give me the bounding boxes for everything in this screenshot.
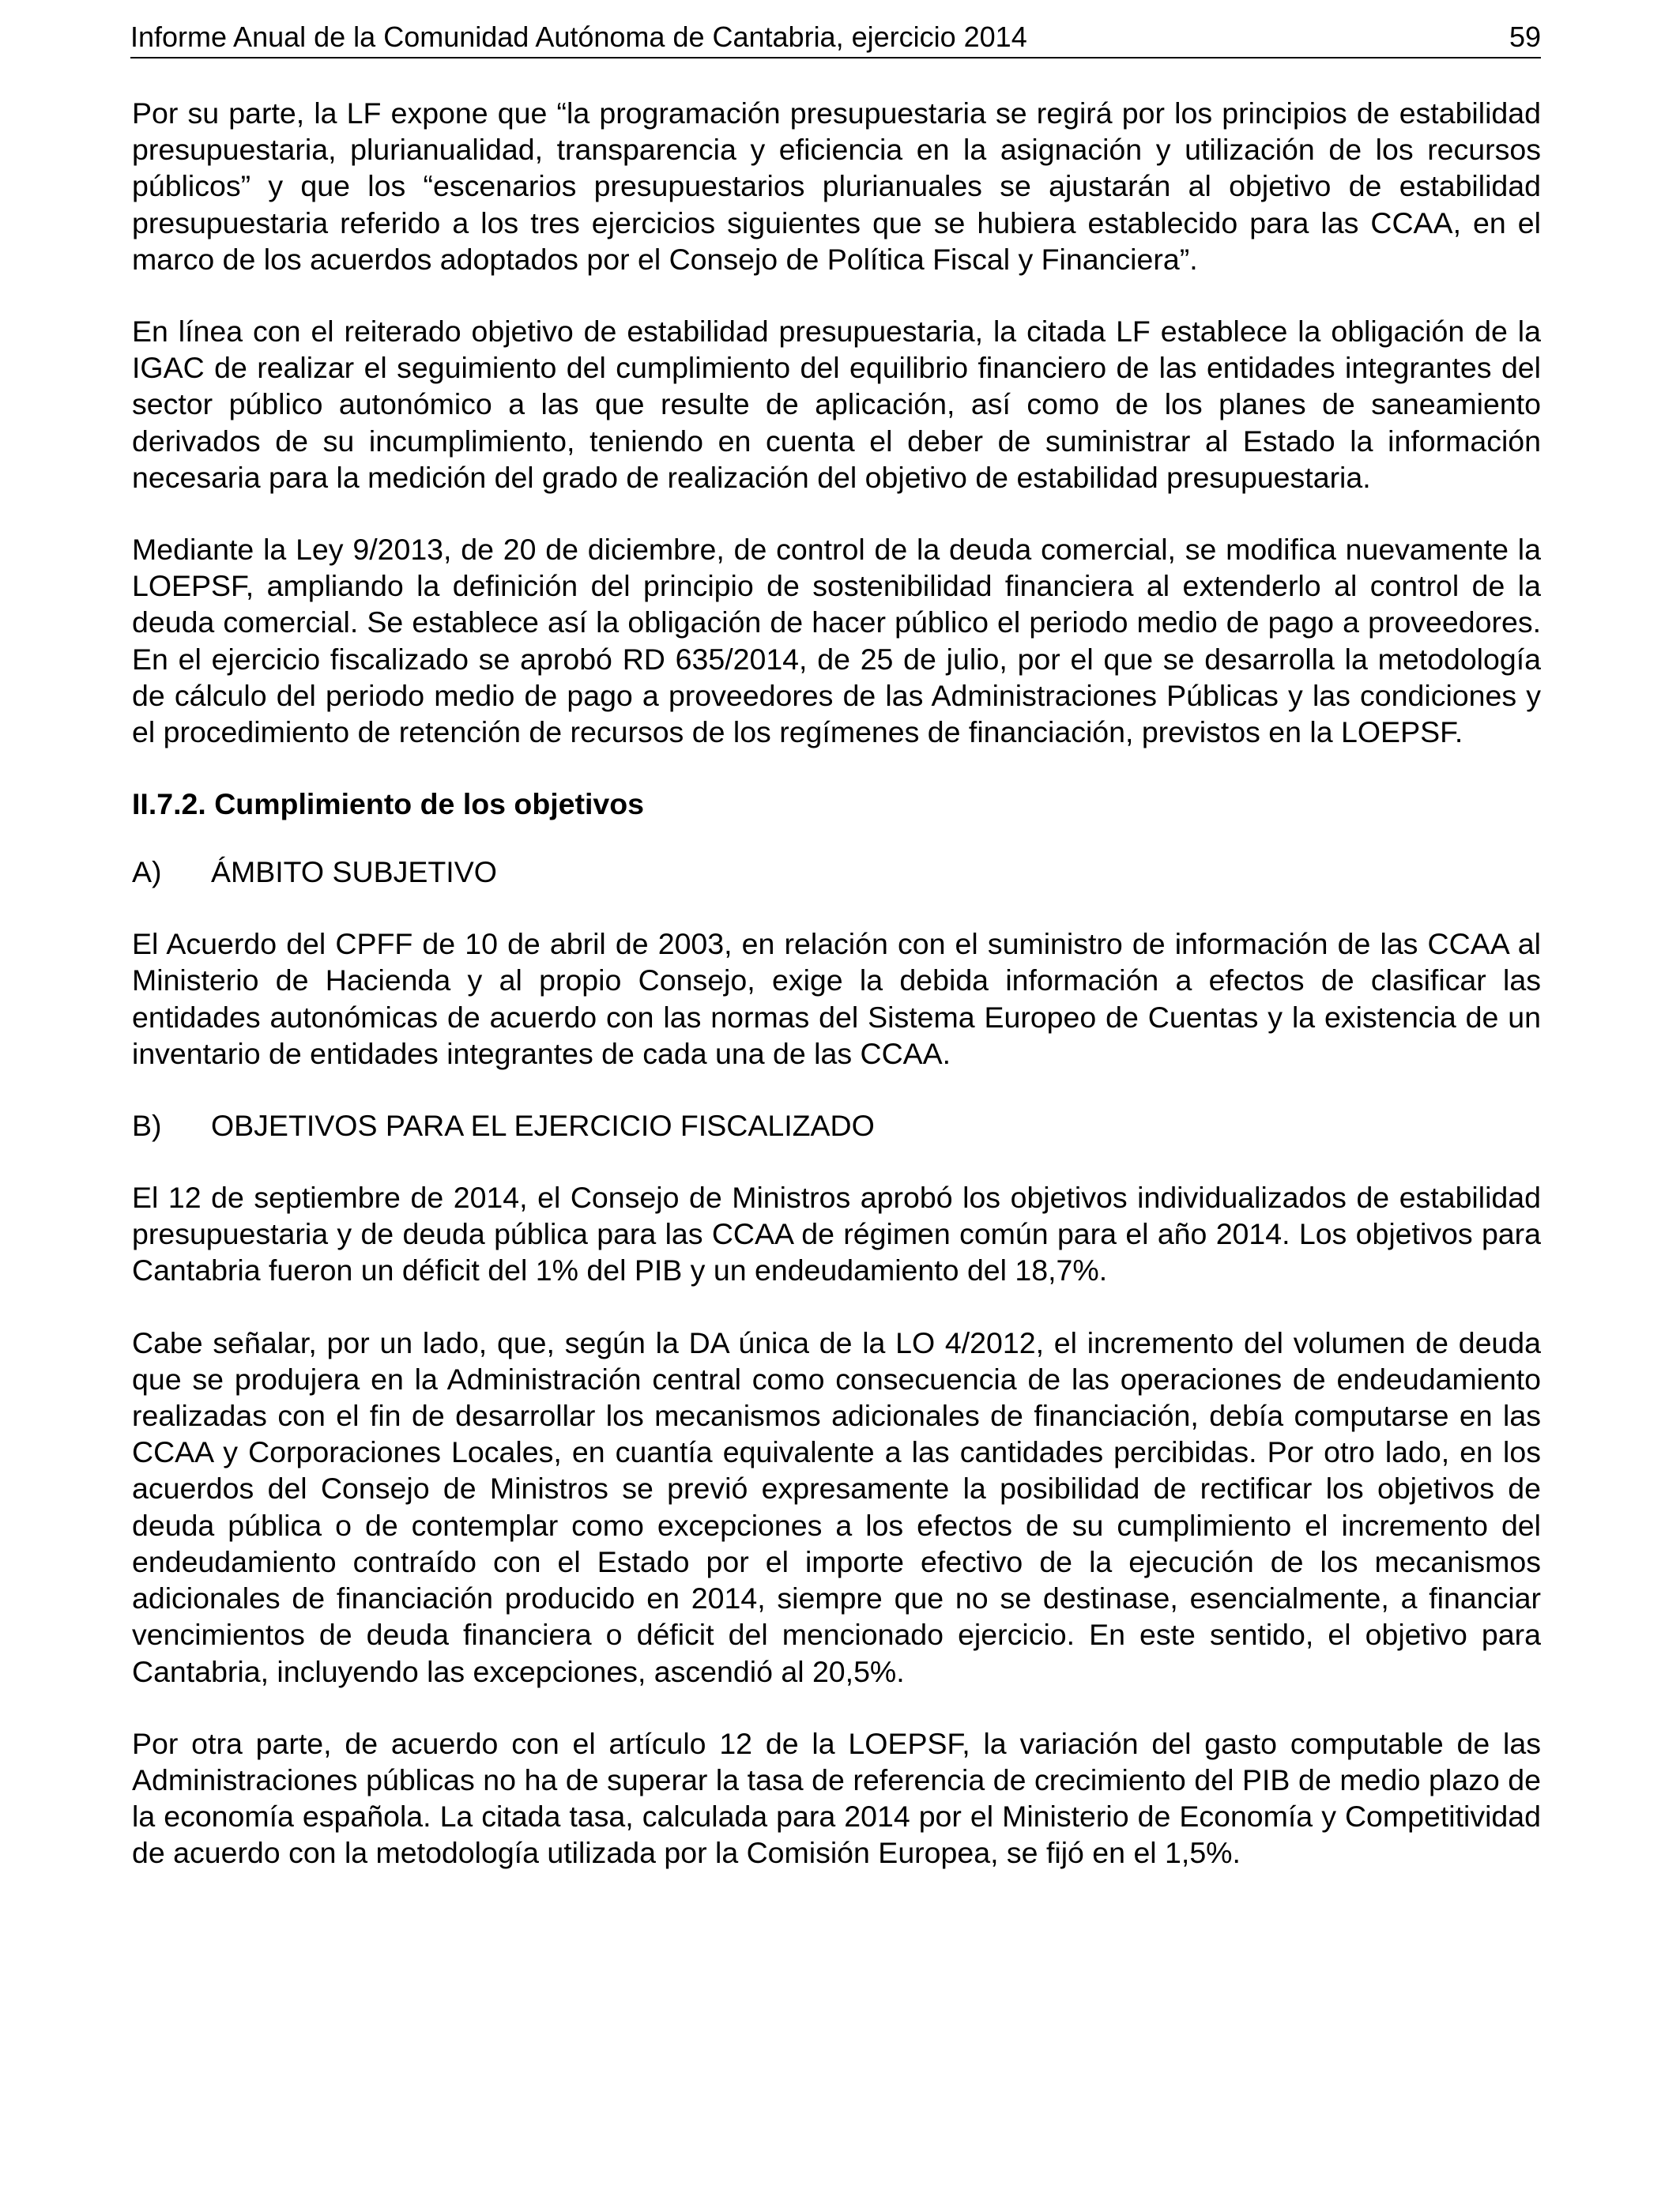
subsection-b-letter: B) (132, 1109, 162, 1143)
paragraph-7: Por otra parte, de acuerdo con el artículo 12 de la LOEPSF, la variación del gasto computable de las Administraciones públicas no ha de superar la tasa de referencia de crecimiento del PIB de medio plazo de la economía española. La citada tasa, calculada para 2014 por el Ministerio de Economía y Competitividad de acuerdo con la metodología utilizada por la Comisión Europea, se fijó en el 1,5%. (132, 1726, 1541, 1870)
page-header (130, 17, 1541, 58)
subsection-a-letter: A) (132, 855, 162, 889)
section-title: II.7.2. Cumplimiento de los objetivos (132, 787, 645, 821)
subsection-a-title: ÁMBITO SUBJETIVO (211, 855, 497, 889)
page-number: 59 (1509, 21, 1541, 53)
page-content (132, 95, 1541, 1907)
paragraph-1: Por su parte, la LF expone que “la programación presupuestaria se regirá por los principios de estabilidad presupuestaria, plurianualidad, transparencia y eficiencia en la asignación y utilización de los recursos públicos” y que los “escenarios presupuestarios plurianuales se ajustarán al objetivo de estabilidad presupuestaria referido a los tres ejercicios siguientes que se hubiera establecido para las CCAA, en el marco de los acuerdos adoptados por el Consejo de Política Fiscal y Financiera”. (132, 96, 1541, 276)
subsection-b-title: OBJETIVOS PARA EL EJERCICIO FISCALIZADO (211, 1109, 875, 1143)
subsection-a-heading (132, 854, 1541, 890)
paragraph-4: El Acuerdo del CPFF de 10 de abril de 2003, en relación con el suministro de información de las CCAA al Ministerio de Hacienda y al propio Consejo, exige la debida información a efectos de clasificar las entidades autonómicas de acuerdo con las normas del Sistema Europeo de Cuentas y la existencia de un inventario de entidades integrantes de cada una de las CCAA. (132, 927, 1541, 1070)
paragraph-3: Mediante la Ley 9/2013, de 20 de diciembre, de control de la deuda comercial, se modifica nuevamente la LOEPSF, ampliando la definición del principio de sostenibilidad financiera al extenderlo al control de la deuda comercial. Se establece así la obligación de hacer público el periodo medio de pago a proveedores. En el ejercicio fiscalizado se aprobó RD 635/2014, de 25 de julio, por el que se desarrolla la metodología de cálculo del periodo medio de pago a proveedores de las Administraciones Públicas y las condiciones y el procedimiento de retención de recursos de los regímenes de financiación, previstos en la LOEPSF. (132, 533, 1541, 749)
header-title: Informe Anual de la Comunidad Autónoma de Cantabria, ejercicio 2014 (130, 21, 1027, 53)
subsection-b-heading (132, 1107, 1541, 1144)
paragraph-2: En línea con el reiterado objetivo de estabilidad presupuestaria, la citada LF establece la obligación de la IGAC de realizar el seguimiento del cumplimiento del equilibrio financiero de las entidades integrantes del sector público autonómico a las que resulte de aplicación, así como de los planes de saneamiento derivados de su incumplimiento, teniendo en cuenta el deber de suministrar al Estado la información necesaria para la medición del grado de realización del objetivo de estabilidad presupuestaria. (132, 315, 1541, 494)
paragraph-5: El 12 de septiembre de 2014, el Consejo de Ministros aprobó los objetivos individualizados de estabilidad presupuestaria y de deuda pública para las CCAA de régimen común para el año 2014. Los objetivos para Cantabria fueron un déficit del 1% del PIB y un endeudamiento del 18,7%. (132, 1181, 1541, 1287)
paragraph-6: Cabe señalar, por un lado, que, según la DA única de la LO 4/2012, el incremento del volumen de deuda que se produjera en la Administración central como consecuencia de las operaciones de endeudamiento realizadas con el fin de desarrollar los mecanismos adicionales de financiación, debía computarse en las CCAA y Corporaciones Locales, en cuantía equivalente a las cantidades percibidas. Por otro lado, en los acuerdos del Consejo de Ministros se previó expresamente la posibilidad de rectificar los objetivos de deuda pública o de contemplar como excepciones a los efectos de su cumplimiento el incremento del endeudamiento contraído con el Estado por el importe efectivo de la ejecución de los mecanismos adicionales de financiación producido en 2014, siempre que no se destinase, esencialmente, a financiar vencimientos de deuda financiera o déficit del mencionado ejercicio. En este sentido, el objetivo para Cantabria, incluyendo las excepciones, ascendió al 20,5%. (132, 1325, 1541, 1688)
